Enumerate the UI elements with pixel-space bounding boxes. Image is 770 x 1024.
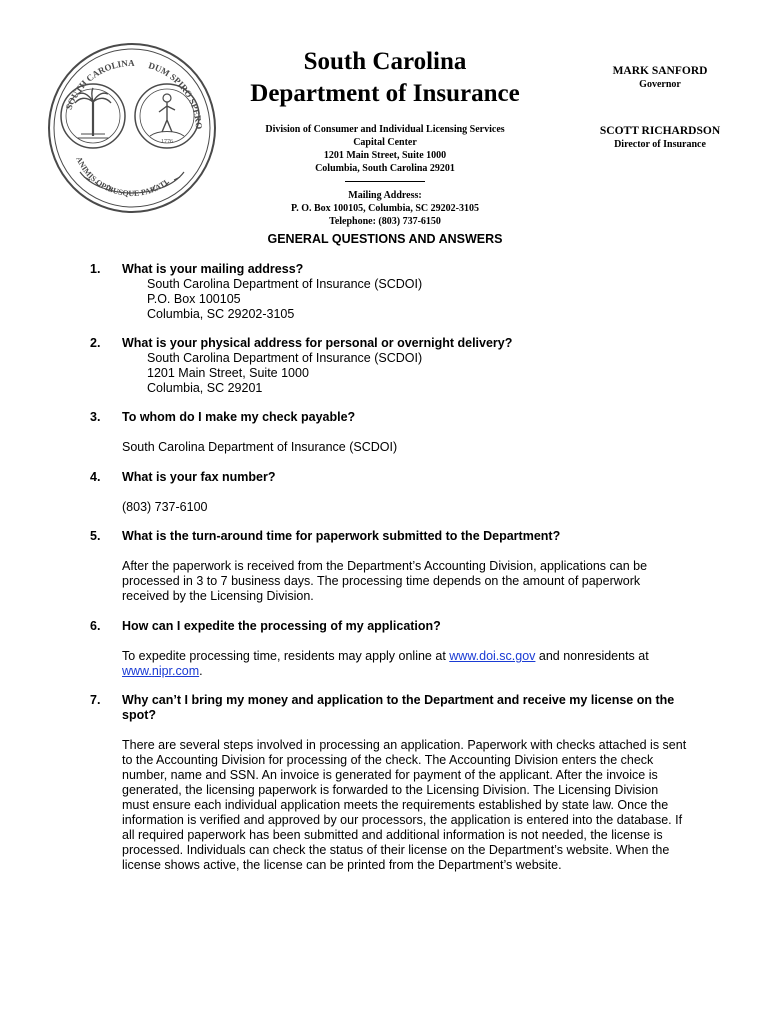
question-number: 3. [90,410,101,424]
answer-line: After the paperwork is received from the Department’s Accounting Division, applications can be [122,559,648,573]
answer-line: P.O. Box 100105 [147,292,241,306]
answer-paragraph [122,738,700,873]
seal-year: 1776 [161,139,173,145]
answer-line: number, name and SSN. An invoice is generated for payment of the applicant. After the invoice is [122,768,658,782]
question-number: 7. [90,693,101,707]
answer-text: (803) 737-6100 [122,500,208,514]
qa-item [90,693,700,873]
telephone: Telephone: (803) 737-6150 [329,216,441,227]
answer-line: processed. Individuals can check the status of their license on the Department’s website. When the [122,843,670,857]
answer-line: South Carolina Department of Insurance (SCDOI) [147,351,423,365]
state-seal-logo [46,40,218,216]
question-line: Why can’t I bring my money and application to the Department and receive my license on the [122,693,675,707]
answer-line: 1201 Main Street, Suite 1000 [147,366,309,380]
answer-line: all required paperwork has been submitted and additional information is not needed, the license is [122,828,663,842]
letterhead-street: 1201 Main Street, Suite 1000 [323,150,447,161]
answer-line: Columbia, SC 29201 [147,381,263,395]
qa-item [90,470,700,515]
answer-line: license shows active, the license can be printed from the Department’s website. [122,858,562,872]
letterhead-divider [345,181,425,182]
answer-line: to the Accounting Division for processing of the check. The Accounting Division enters the check [122,753,654,767]
answer-line: information is verified and approved by our processors, the application is entered into the database. If [122,813,683,827]
answer-text: . [199,664,203,678]
seal-outer-text: ANIMIS OPIBUSQUE PARATI [74,155,170,199]
question-text: How can I expedite the processing of my application? [122,619,441,633]
svg-text:ANIMIS OPIBUSQUE PARATI [74,155,169,198]
qa-item [90,529,700,604]
official-name: SCOTT RICHARDSON [599,125,721,137]
question-number: 4. [90,470,101,484]
answer-line: processed in 3 to 7 business days. The processing time depends on the amount of paperwork [122,574,641,588]
official-name: MARK SANFORD [612,65,708,77]
qa-item [90,262,700,322]
qa-item [90,336,700,396]
question-text: To whom do I make my check payable? [122,410,356,424]
seal-right-text: DUM SPIRO SPERO [147,60,205,130]
answer-line: Columbia, SC 29202-3105 [147,307,295,321]
qa-item [90,410,700,455]
answer-paragraph [122,649,700,679]
mailing-label: Mailing Address: [348,190,422,201]
answer-line: generated, the licensing paperwork is forwarded to the Licensing Division. The Licensing Division [122,783,659,797]
question-text [122,693,700,723]
question-text: What is the turn-around time for paperwork submitted to the Department? [122,529,561,543]
letterhead-building: Capital Center [353,137,417,148]
question-text: What is your fax number? [122,470,276,484]
answer-line: There are several steps involved in processing an application. Paperwork with checks attached is sent [122,738,687,752]
qa-item [90,619,700,679]
seal-left-text: SOUTH CAROLINA [63,57,135,111]
document-heading: GENERAL QUESTIONS AND ANSWERS [267,232,503,246]
question-number: 6. [90,619,101,633]
answer-text: South Carolina Department of Insurance (SCDOI) [122,440,398,454]
official-role: Governor [639,79,681,90]
svg-text:DUM SPIRO SPERO [147,60,204,129]
answer-line: must ensure each individual application meets the requirements established by state law. Once the [122,798,669,812]
question-number: 1. [90,262,101,276]
question-text: What is your physical address for personal or overnight delivery? [122,336,513,350]
doi-website-link[interactable]: www.doi.sc.gov [449,649,536,663]
question-text: What is your mailing address? [122,262,304,276]
letterhead [232,48,538,228]
question-line: spot? [122,708,157,722]
question-number: 5. [90,529,101,543]
mailing-address: P. O. Box 100105, Columbia, SC 29202-3105 [291,203,479,214]
officials-block [580,64,740,151]
letterhead-city: Columbia, South Carolina 29201 [315,163,455,174]
letterhead-division: Division of Consumer and Individual Licensing Services [265,124,505,135]
official-role: Director of Insurance [614,139,706,150]
answer-text: and nonresidents at [535,649,649,663]
letterhead-department: Department of Insurance [250,80,520,107]
question-number: 2. [90,336,101,350]
letterhead-state: South Carolina [303,48,467,75]
answer-line: received by the Licensing Division. [122,589,314,603]
answer-line: South Carolina Department of Insurance (SCDOI) [147,277,423,291]
nipr-website-link[interactable]: www.nipr.com [122,664,200,678]
answer-text: To expedite processing time, residents may apply online at [122,649,450,663]
answer-paragraph [122,559,700,604]
